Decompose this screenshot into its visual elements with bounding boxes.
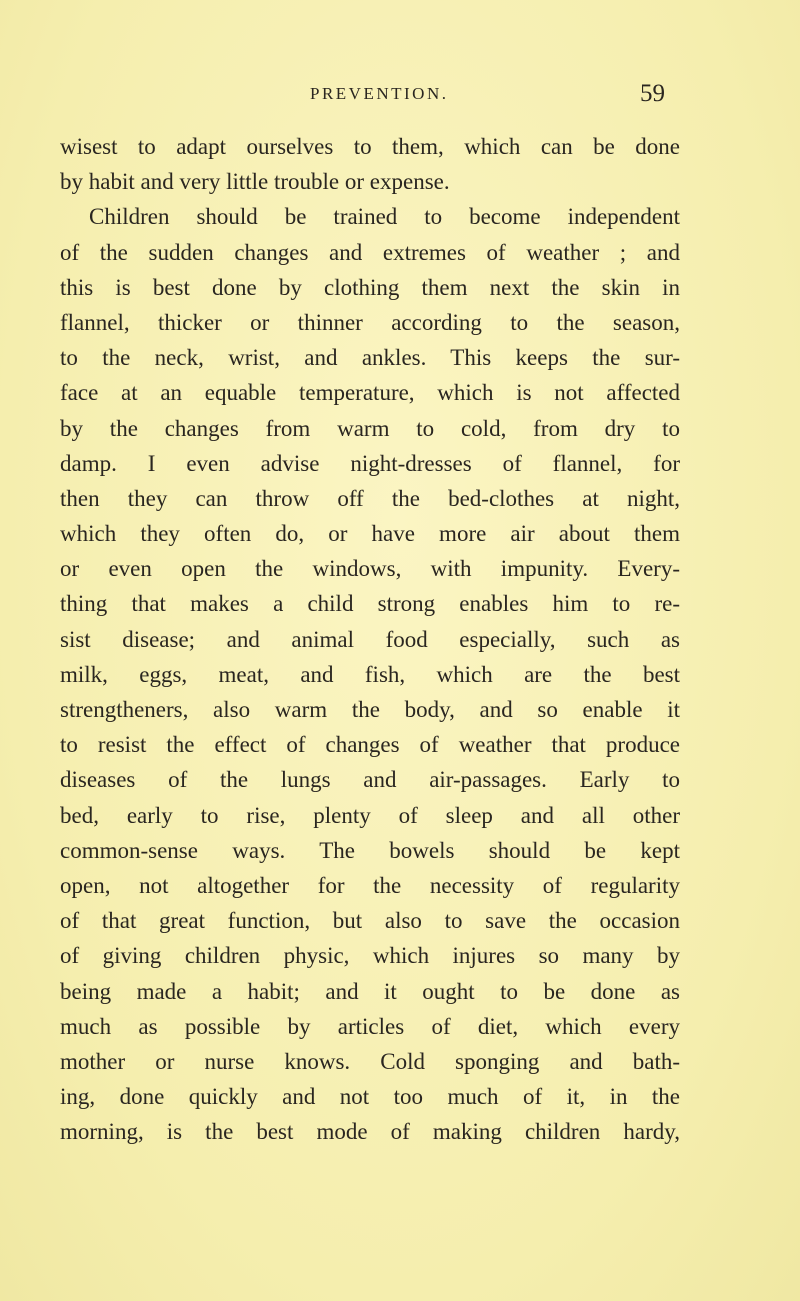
text-line: or even open the windows, with impunity. Every- <box>60 556 680 582</box>
text-line: of the sudden changes and extremes of weather ; and <box>60 239 680 265</box>
text-line: ing, done quickly and not too much of it, in the <box>60 1084 680 1110</box>
text-line: strengtheners, also warm the body, and so enable it <box>60 697 680 722</box>
text-line: open, not altogether for the necessity of regularity <box>60 872 680 898</box>
text-line: by the changes from warm to cold, from dry to <box>60 415 680 441</box>
text-line: face at an equable temperature, which is not affected <box>60 380 680 406</box>
text-line: wisest to adapt ourselves to them, which can be done <box>60 134 680 159</box>
text-line: to resist the effect of changes of weather that produce <box>60 732 680 758</box>
text-line: of giving children physic, which injures so many by <box>60 943 680 969</box>
text-line: damp. I even advise night-dresses of flannel, for <box>60 450 680 476</box>
text-line: Children should be trained to become independent <box>89 204 680 230</box>
text-line: sist disease; and animal food especially, such as <box>60 626 680 652</box>
text-line: being made a habit; and it ought to be done as <box>60 978 680 1004</box>
text-line: milk, eggs, meat, and fish, which are the best <box>60 661 680 687</box>
text-line: flannel, thicker or thinner according to the season, <box>60 309 680 335</box>
text-line: this is best done by clothing them next the skin in <box>60 274 680 300</box>
text-line: of that great function, but also to save the occasion <box>60 908 680 934</box>
text-line: by habit and very little trouble or expense. <box>60 169 450 195</box>
text-line: which they often do, or have more air about them <box>60 521 680 547</box>
running-head <box>0 80 800 114</box>
text-line: mother or nurse knows. Cold sponging and bath- <box>60 1048 680 1074</box>
text-line: thing that makes a child strong enables him to re- <box>60 591 680 617</box>
text-line: morning, is the best mode of making children hardy, <box>60 1119 680 1145</box>
text-line: diseases of the lungs and air-passages. Early to <box>60 767 680 793</box>
text-line: common-sense ways. The bowels should be kept <box>60 837 680 863</box>
text-line: bed, early to rise, plenty of sleep and all other <box>60 802 680 828</box>
text-line: then they can throw off the bed-clothes at night, <box>60 485 680 511</box>
body-text <box>60 129 680 1149</box>
text-line: to the neck, wrist, and ankles. This keeps the sur- <box>60 345 680 371</box>
text-line: much as possible by articles of diet, which every <box>60 1013 680 1039</box>
running-title: PREVENTION. <box>310 84 449 103</box>
page-number: 59 <box>640 80 665 107</box>
